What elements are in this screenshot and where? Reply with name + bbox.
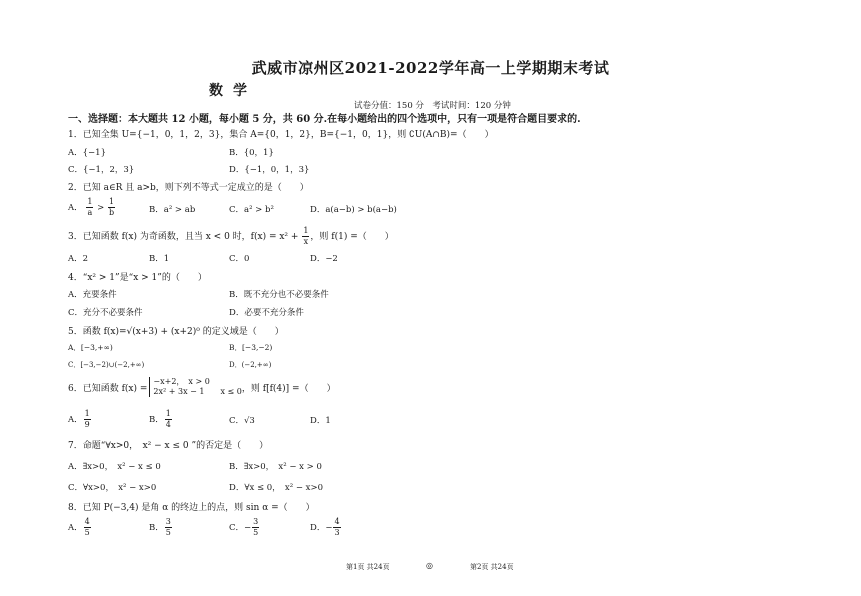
question-1-stem: 1．已知全集 U={−1，0，1，2，3}，集合 A={0，1，2}，B={−1，0，1}，则 ∁U(A∩B)=（ ） <box>68 130 494 140</box>
q5-option-b: B．[−3,−2) <box>229 343 273 352</box>
q4-option-b: B．既不充分也不必要条件 <box>229 290 329 300</box>
q3-option-d: D．−2 <box>310 254 338 264</box>
q8-d-prefix: D．− <box>310 523 333 533</box>
page-number-left: 第1页 共24页 <box>346 563 390 571</box>
q6-piecewise <box>149 377 241 397</box>
q2-a-den2: b <box>108 208 115 217</box>
q2-a-num1: 1 <box>87 197 93 206</box>
q8-a-den: 5 <box>84 528 90 537</box>
q6-option-d: D．1 <box>310 416 331 426</box>
question-3-stem <box>68 227 394 246</box>
q2-option-a <box>68 198 116 217</box>
q8-a-frac <box>84 518 91 537</box>
q2-a-gt: > <box>97 203 105 213</box>
question-4-stem: 4．“x² > 1”是“x > 1”的（ ） <box>68 273 207 283</box>
q3-stem-post: ，则 f(1) =（ ） <box>310 232 394 242</box>
q8-option-c <box>229 518 260 537</box>
q7-option-b: B．∃x>0， x² − x > 0 <box>229 462 322 472</box>
q2-a-den1: a <box>87 208 93 217</box>
exam-title: 武威市凉州区2021-2022学年高一上学期期末考试 <box>251 59 610 77</box>
q3-frac-num: 1 <box>303 226 309 235</box>
q6-option-b <box>149 410 173 429</box>
q3-option-b: B．1 <box>149 254 170 264</box>
question-8-stem: 8．已知 P(−3,4) 是角 α 的终边上的点，则 sin α =（ ） <box>68 503 315 513</box>
q3-stem-pre: 3．已知函数 f(x) 为奇函数，且当 x < 0 时，f(x) = x² + <box>68 232 302 242</box>
q8-c-prefix: C．− <box>229 523 252 533</box>
q6-b-den: 4 <box>165 420 171 429</box>
q2-a-frac1 <box>86 198 93 217</box>
q2-a-num2: 1 <box>108 197 115 206</box>
q7-option-d: D．∀x ≤ 0， x² − x>0 <box>229 483 323 493</box>
q1-option-c: C．{−1，2，3} <box>68 165 135 175</box>
subject-heading: 数学 <box>209 83 257 99</box>
q8-c-frac <box>252 518 259 537</box>
q8-c-num: 3 <box>253 517 259 526</box>
q8-d-frac <box>333 518 340 537</box>
question-5-stem: 5．函数 f(x)=√(x+3) + (x+2)⁰ 的定义域是（ ） <box>68 327 284 337</box>
q6-b-num: 1 <box>165 409 171 418</box>
q6-b-prefix: B． <box>149 415 164 425</box>
q6-a-frac <box>84 410 91 429</box>
q1-option-d: D．{−1，0，1，3} <box>229 165 310 175</box>
q3-frac-den: x <box>303 237 309 246</box>
q3-option-a: A．2 <box>68 254 89 264</box>
q8-a-prefix: A． <box>68 523 83 533</box>
q4-option-d: D．必要不充分条件 <box>229 308 304 318</box>
q8-d-num: 4 <box>334 517 340 526</box>
q6-a-prefix: A． <box>68 415 83 425</box>
q2-option-d: D．a(a−b) > b(a−b) <box>310 205 397 215</box>
q8-option-b <box>149 518 173 537</box>
section-heading: 一、选择题：本大题共 12 小题，每小题 5 分，共 60 分.在每小题给出的四个选项中，只有一项是符合题目要求的. <box>68 114 581 125</box>
question-6-stem <box>68 377 336 397</box>
q6-option-a <box>68 410 92 429</box>
footer-center-mark: ◎ <box>426 561 433 570</box>
q5-option-a: A．[−3,+∞) <box>68 343 113 352</box>
q6-stem-pre: 6．已知函数 f(x) = <box>68 383 148 394</box>
q8-option-d <box>310 518 342 537</box>
q8-b-num: 3 <box>165 517 171 526</box>
q6-a-den: 9 <box>84 420 90 429</box>
q2-option-b: B．a² > ab <box>149 205 196 215</box>
q8-b-prefix: B． <box>149 523 164 533</box>
q8-b-frac <box>165 518 172 537</box>
q8-option-a <box>68 518 92 537</box>
question-7-stem: 7．命题“∀x>0， x² − x ≤ 0 ”的否定是（ ） <box>68 441 269 451</box>
q8-a-num: 4 <box>84 517 90 526</box>
page-number-right: 第2页 共24页 <box>470 563 514 571</box>
q6-case-2: 2x² + 3x − 1 x ≤ 0 <box>153 387 242 396</box>
q6-b-frac <box>165 410 172 429</box>
q4-option-c: C．充分不必要条件 <box>68 308 143 318</box>
q3-frac <box>302 227 309 246</box>
q5-option-d: D．(−2,+∞) <box>229 361 272 369</box>
q1-option-a: A．{−1} <box>68 148 106 158</box>
q2-a-prefix: A． <box>68 203 83 213</box>
q6-a-num: 1 <box>84 409 90 418</box>
q2-a-frac2 <box>108 198 115 217</box>
q6-case-1: −x+2， x > 0 <box>153 377 210 386</box>
q8-d-den: 3 <box>334 528 340 537</box>
q3-option-c: C．0 <box>229 254 250 264</box>
q4-option-a: A．充要条件 <box>68 290 117 300</box>
question-2-stem: 2．已知 a∈R 且 a>b，则下列不等式一定成立的是（ ） <box>68 183 309 193</box>
q5-option-c: C．[−3,−2)∪(−2,+∞) <box>68 361 145 369</box>
exam-meta: 试卷分值：150 分 考试时间：120 分钟 <box>354 101 511 111</box>
q2-option-c: C．a² > b² <box>229 205 274 215</box>
q6-option-c: C．√3 <box>229 416 255 426</box>
q8-c-den: 5 <box>253 528 259 537</box>
q1-option-b: B．{0，1} <box>229 148 274 158</box>
q7-option-c: C．∀x>0， x² − x>0 <box>68 483 157 493</box>
q7-option-a: A．∃x>0， x² − x ≤ 0 <box>68 462 161 472</box>
q8-b-den: 5 <box>165 528 171 537</box>
q6-stem-post: ，则 f[f(4)] =（ ） <box>241 383 336 394</box>
